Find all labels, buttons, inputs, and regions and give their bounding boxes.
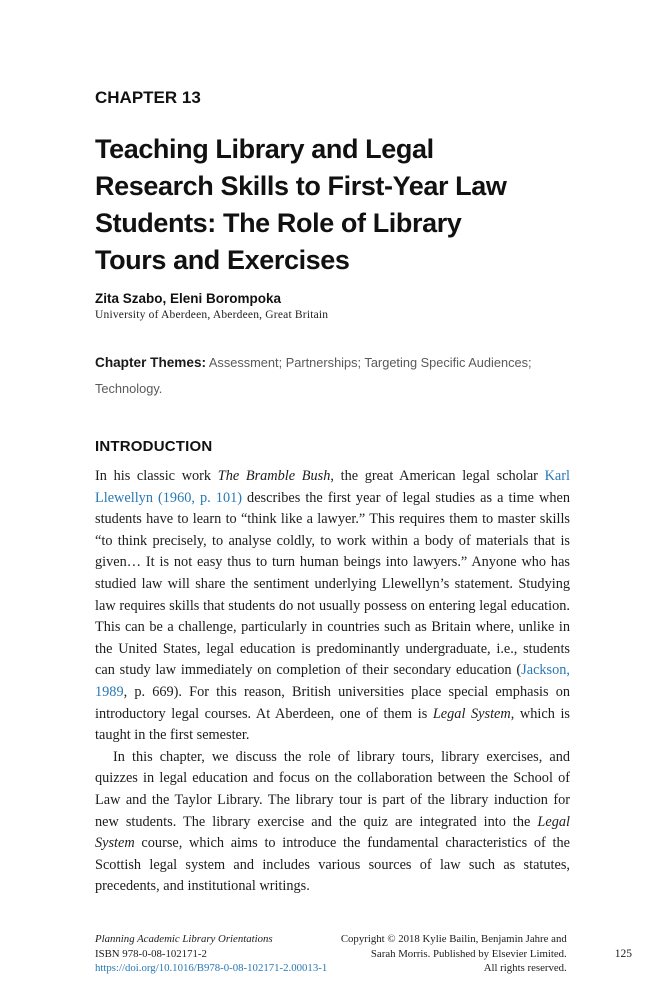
- text-segment: , the great American legal scholar: [330, 468, 545, 484]
- text-segment: , p. 669). For this reason, British universities place special emphasis on introductory legal courses. At Aberdeen, one of them is: [95, 683, 570, 722]
- text-segment: describes the first year of legal studies as a time when students have to learn to “think like a lawyer.” This requires them to master skills “to think precisely, to analyse coldly, to work within a body of materials that is given… It is not easy thus to turn human beings into lawyers.” Anyone who has studied law will share the sentiment underlying Llewellyn’s statement. Studying law requires skills that students do not usually possess on entering legal education. This can be a challenge, particularly in countries such as Britain where, unlike in the United States, legal education is predominantly undergraduate, i.e., students can study law immediately on completion of their secondary education (: [95, 489, 570, 679]
- page-content: [95, 88, 570, 898]
- page-number: 125: [614, 947, 632, 960]
- authors: Zita Szabo, Eleni Borompoka: [95, 291, 282, 306]
- affiliation: University of Aberdeen, Aberdeen, Great Britain: [95, 309, 329, 321]
- text-segment: , which is taught in the first semester.: [95, 705, 570, 744]
- text-segment: course, which aims to introduce the fundamental characteristics of the Scottish legal system and includes various sources of law such as statutes, precedents, and institutional writings.: [95, 835, 570, 895]
- page-footer: [95, 932, 632, 976]
- footer-copyright: [341, 932, 567, 976]
- chapter-themes-label: Chapter Themes:: [95, 355, 207, 370]
- text-segment: In his classic work: [95, 468, 218, 484]
- footer-isbn: ISBN 978-0-08-102171-2: [95, 947, 207, 960]
- body-paragraph-1: [95, 466, 570, 747]
- chapter-title-line: Tours and Exercises: [95, 245, 350, 275]
- footer-copyright-line: All rights reserved.: [483, 962, 567, 975]
- doi-link[interactable]: https://doi.org/10.1016/B978-0-08-102171-2.00013-1: [95, 962, 328, 975]
- text-segment: The Bramble Bush: [217, 468, 331, 484]
- chapter-title-line: Students: The Role of Library: [95, 208, 462, 238]
- text-segment: Legal System: [432, 705, 511, 722]
- body-paragraph-2: [95, 747, 570, 898]
- chapter-title-line: Teaching Library and Legal: [95, 134, 434, 164]
- chapter-label: CHAPTER 13: [95, 88, 201, 107]
- chapter-title-line: Research Skills to First-Year Law: [95, 171, 507, 201]
- chapter-title: [95, 131, 570, 279]
- footer-book-title: Planning Academic Library Orientations: [95, 933, 273, 946]
- text-segment: In this chapter, we discuss the role of library tours, library exercises, and quizzes in legal education and focus on the collaboration between the School of Law and the Taylor Library. The library tour is part of the library induction for new students. The library exercise and the quiz are integrated into the: [95, 748, 570, 830]
- footer-copyright-line: Copyright © 2018 Kylie Bailin, Benjamin Jahre and: [340, 933, 567, 946]
- chapter-themes: [95, 350, 570, 402]
- footer-imprint: [95, 932, 327, 976]
- section-heading-introduction: INTRODUCTION: [95, 438, 213, 455]
- footer-copyright-line: Sarah Morris. Published by Elsevier Limited.: [370, 947, 567, 960]
- chapter-themes-text: Assessment; Partnerships; Targeting Specific Audiences; Technology.: [95, 355, 532, 396]
- citation-link[interactable]: Jackson, 1989: [95, 662, 570, 700]
- text-segment: Legal System: [95, 813, 570, 852]
- citation-link[interactable]: Karl Llewellyn (1960, p. 101): [95, 468, 570, 506]
